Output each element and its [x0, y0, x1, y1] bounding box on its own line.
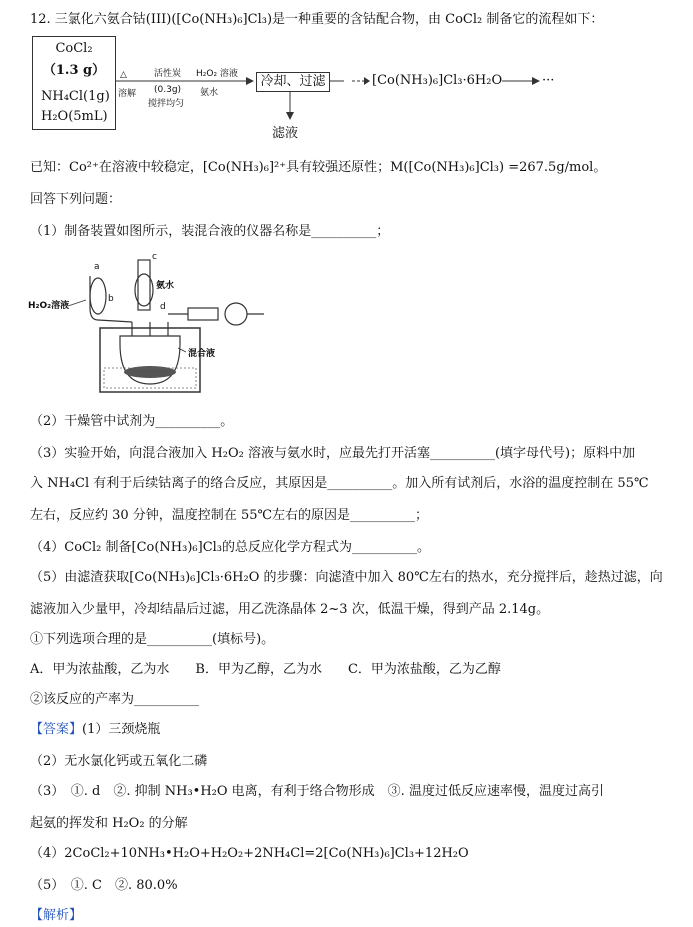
label-b: b [108, 294, 114, 304]
reactant-h2o: H₂O(5mL) [41, 109, 108, 124]
product-formula: [Co(NH₃)₆]Cl₃·6H₂O [372, 73, 503, 88]
label-a: a [94, 262, 100, 272]
answer-3-line-2: 起氨的挥发和 H₂O₂ 的分解 [30, 816, 188, 831]
label-d: d [160, 302, 166, 312]
product-ellipsis: ··· [542, 73, 555, 88]
reactant-cocl2: CoCl₂ [55, 41, 93, 56]
question-5-sub-1: ①下列选项合理的是__________(填标号)。 [30, 632, 275, 647]
label-ammonia: 氨水 [156, 281, 175, 291]
answer-label: 【答案】 [30, 722, 83, 737]
triangle-symbol: △ [120, 70, 127, 80]
apparatus-drawing [28, 248, 288, 398]
reactant-mass: （1.3 g） [42, 63, 106, 78]
label-mixture: 混合液 [188, 349, 216, 359]
question-3-line-1: （3）实验开始，向混合液加入 H₂O₂ 溶液与氨水时，应最先打开活塞__________(填字母代号)；原料中加 [30, 446, 636, 461]
carbon-amount-label: (0.3g) [154, 85, 182, 95]
reactant-nh4cl: NH₄Cl(1g) [41, 89, 110, 104]
filtrate-label: 滤液 [272, 126, 299, 141]
apparatus-diagram [28, 248, 288, 398]
ammonia-label: 氨水 [200, 88, 219, 98]
question-3-line-3: 左右，反应约 30 分钟，温度控制在 55℃左右的原因是__________； [30, 508, 429, 523]
answer-5: （5） ①. C ②. 80.0% [30, 878, 178, 893]
answer-1: (1）三颈烧瓶 [82, 722, 161, 737]
answer-row-1 [30, 718, 160, 737]
stir-label: 搅拌均匀 [148, 99, 185, 109]
answer-prompt: 回答下列问题： [30, 192, 122, 207]
question-title: 12. 三氯化六氨合钴(III)([Co(NH₃)₆]Cl₃)是一种重要的含钴配合物，由 CoCl₂ 制备它的流程如下： [30, 12, 604, 27]
label-h2o2-solution: H₂O₂溶液 [28, 301, 70, 311]
answer-2: （2）无水氯化钙或五氧化二磷 [30, 754, 208, 769]
question-5-line-2: 滤液加入少量甲，冷却结晶后过滤，用乙洗涤晶体 2~3 次，低温干燥，得到产品 2.14g。 [30, 602, 550, 617]
question-4: （4）CoCl₂ 制备[Co(NH₃)₆]Cl₃的总反应化学方程式为__________。 [30, 540, 431, 555]
flowchart [32, 36, 672, 141]
answer-3-line-1: （3） ①. d ②. 抑制 NH₃•H₂O 电离，有利于络合物形成 ③. 温度过低反应速率慢，温度过高引 [30, 784, 604, 799]
label-c: c [152, 252, 157, 262]
question-2: （2）干燥管中试剂为__________。 [30, 414, 234, 429]
question-1: （1）制备装置如图所示，装混合液的仪器名称是__________； [30, 224, 390, 239]
answer-4: （4）2CoCl₂+10NH₃•H₂O+H₂O₂+2NH₄Cl=2[Co(NH₃)₆]Cl₃+12H₂O [30, 846, 469, 861]
question-3-line-2: 入 NH₄Cl 有利于后续钴离子的络合反应，其原因是__________。加入所有试剂后，水浴的温度控制在 55℃ [30, 476, 649, 491]
question-5-sub-2: ②该反应的产率为__________ [30, 692, 200, 707]
cool-filter-box: 冷却、过滤 [256, 72, 330, 92]
activated-carbon-label: 活性炭 [154, 69, 182, 79]
h2o2-label: H₂O₂ 溶液 [196, 69, 238, 79]
known-info: 已知：Co²⁺在溶液中较稳定，[Co(NH₃)₆]²⁺具有较强还原性；M([Co(NH₃)₆]Cl₃) =267.5g/mol。 [30, 160, 607, 175]
question-5-line-1: （5）由滤渣获取[Co(NH₃)₆]Cl₃·6H₂O 的步骤：向滤渣中加入 80℃左右的热水，充分搅拌后，趁热过滤，向 [30, 570, 663, 585]
question-5-options: A．甲为浓盐酸，乙为水 B．甲为乙醇，乙为水 C．甲为浓盐酸，乙为乙醇 [30, 662, 501, 677]
analysis-label: 【解析】 [30, 908, 83, 923]
dissolve-label: 溶解 [118, 89, 137, 99]
